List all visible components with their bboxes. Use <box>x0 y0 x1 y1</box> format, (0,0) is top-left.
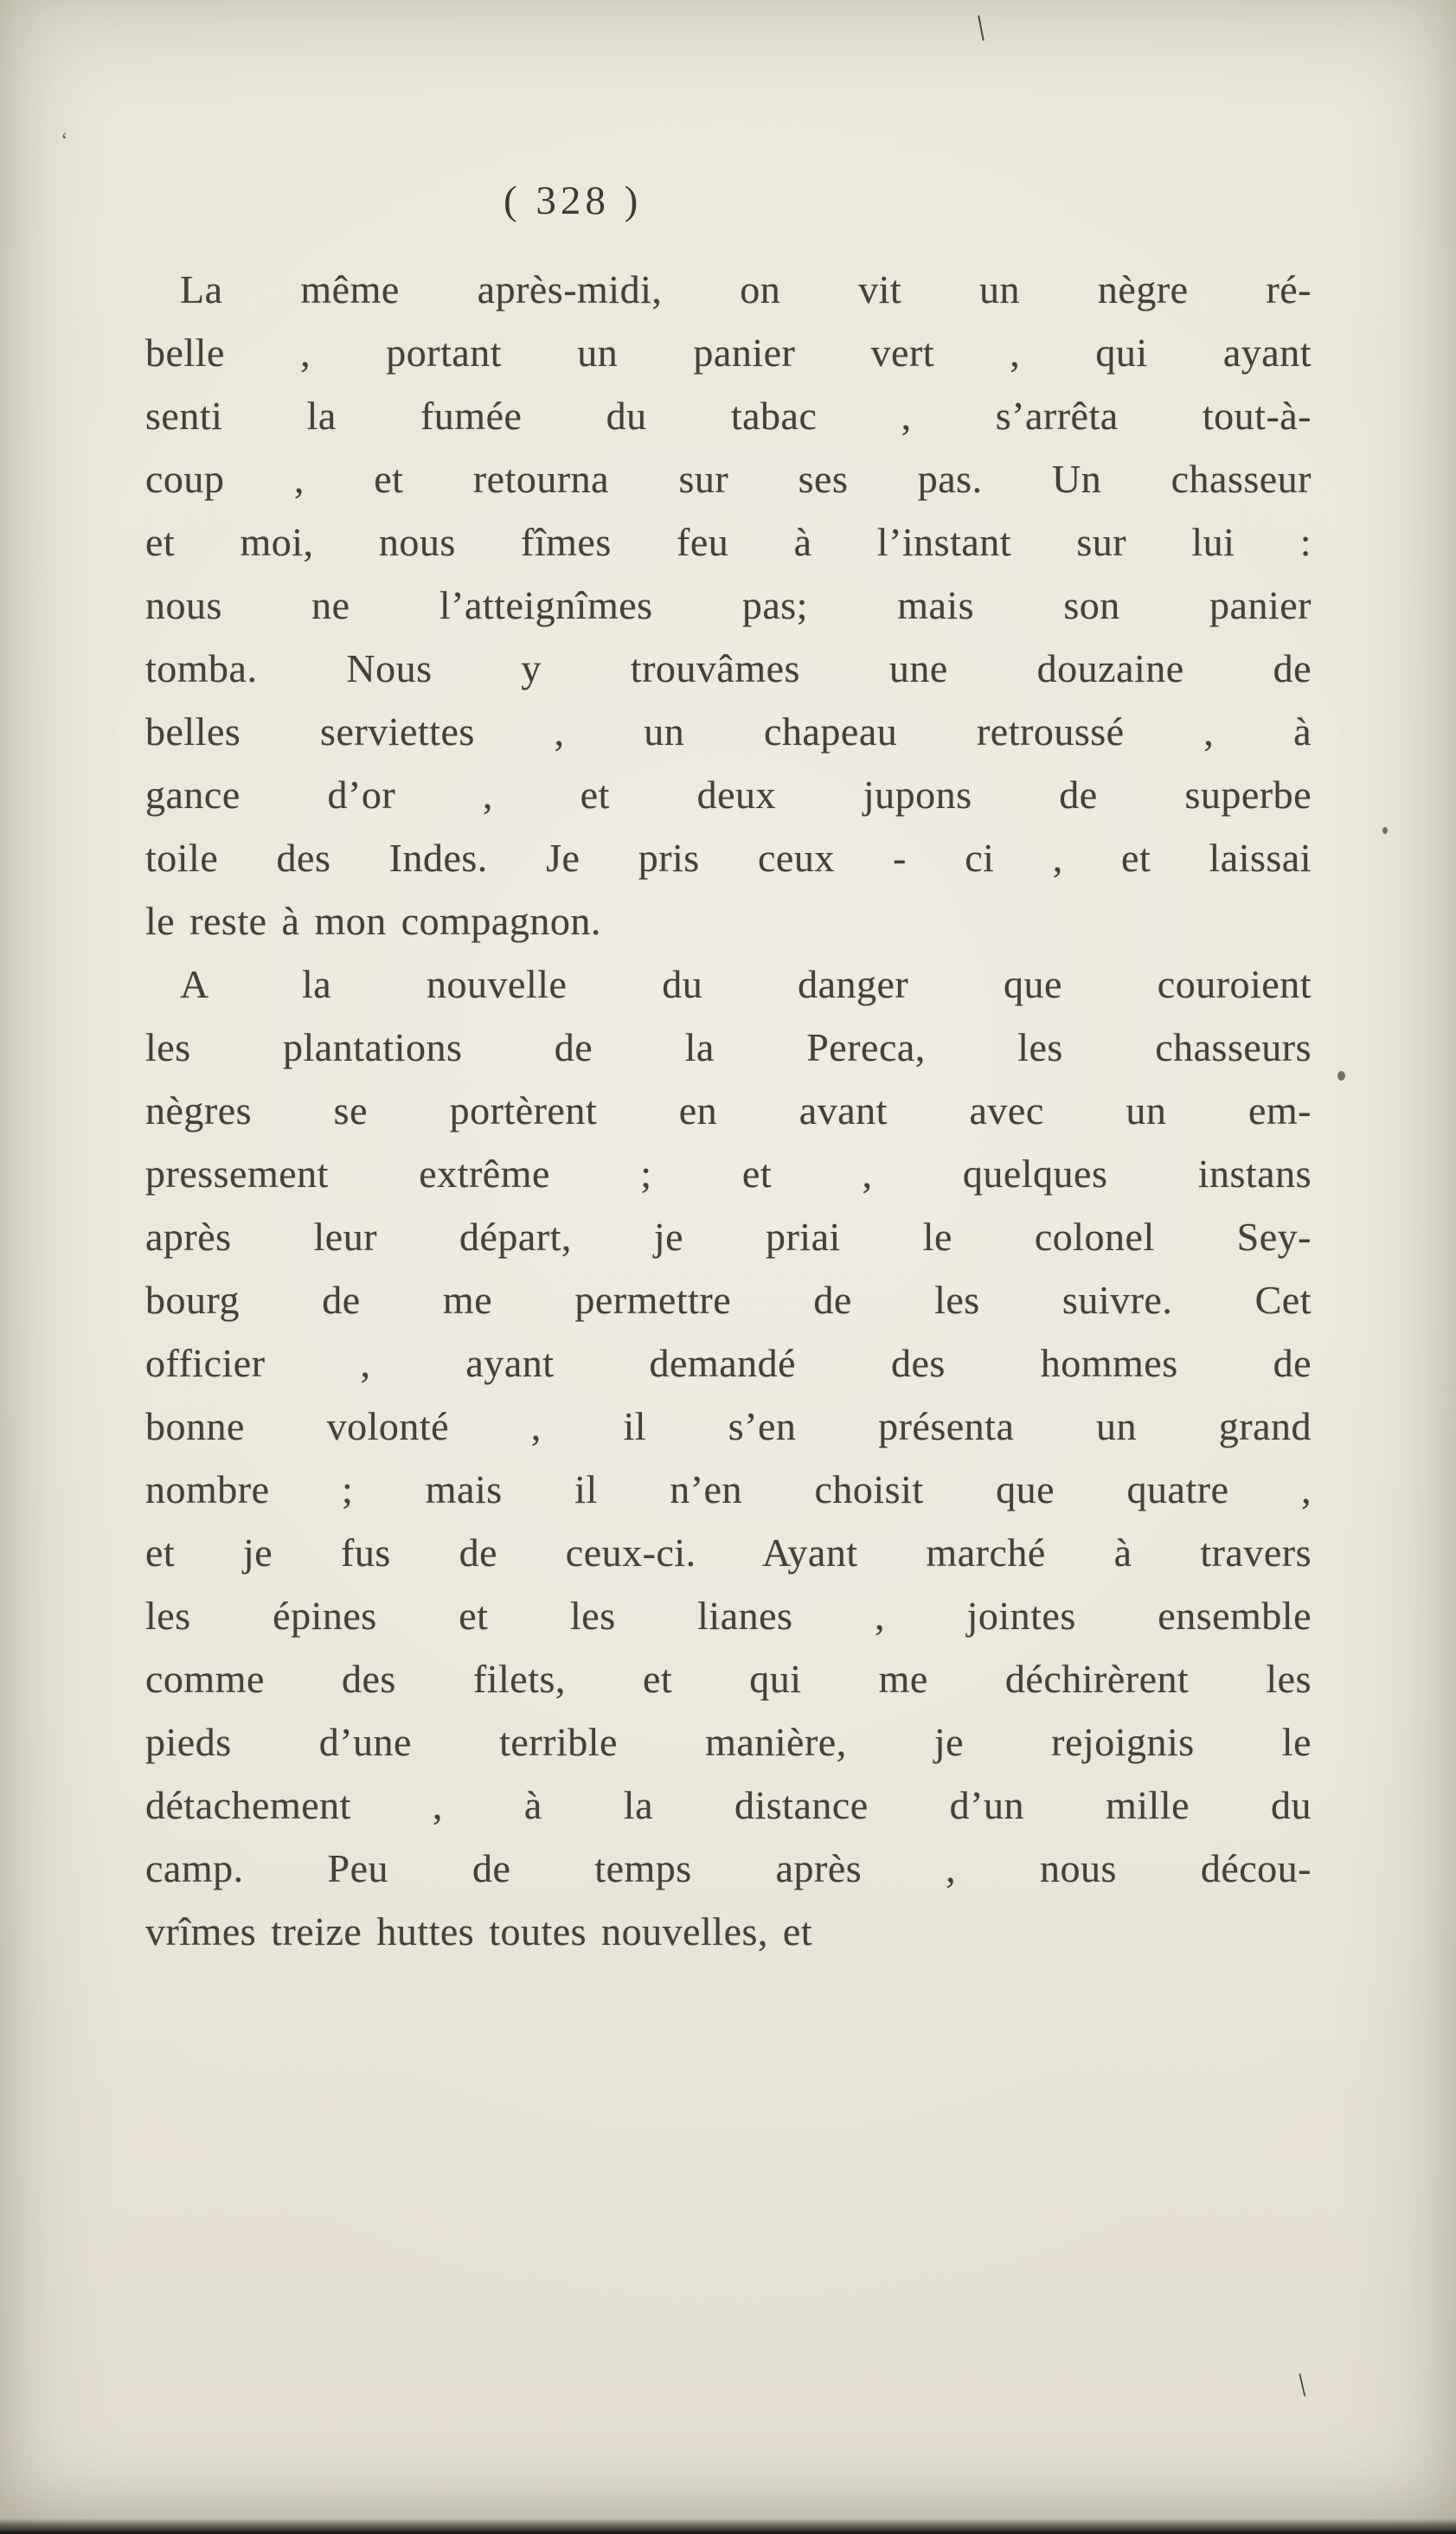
scan-mark: \ <box>972 8 989 49</box>
text-line: nègres se portèrent en avant avec un em- <box>145 1088 1312 1132</box>
text-block <box>145 258 1312 1963</box>
text-line: pieds d’une terrible manière, je rejoignis le <box>145 1720 1312 1764</box>
text-line: toile des Indes. Je pris ceux - ci , et laissai <box>145 836 1312 880</box>
scan-mark: \ <box>1295 2366 1309 2404</box>
page-number: ( 328 ) <box>504 178 643 223</box>
text-line: belles serviettes , un chapeau retroussé , à <box>145 709 1312 754</box>
text-line: La même après-midi, on vit un nègre ré- <box>180 267 1312 311</box>
text-line: les plantations de la Pereca, les chasseurs <box>145 1025 1312 1069</box>
text-line: belle , portant un panier vert , qui ayant <box>145 330 1312 375</box>
text-line: et je fus de ceux-ci. Ayant marché à travers <box>145 1530 1312 1575</box>
text-line: le reste à mon compagnon. <box>145 899 601 943</box>
text-line: nombre ; mais il n’en choisit que quatre , <box>145 1467 1312 1511</box>
paragraph <box>145 258 1312 953</box>
text-line: et moi, nous fîmes feu à l’instant sur lui : <box>145 520 1312 564</box>
text-line: pressement extrême ; et , quelques instans <box>145 1152 1312 1196</box>
text-line: après leur départ, je priai le colonel Sey- <box>145 1215 1312 1259</box>
text-line: les épines et les lianes , jointes ensemble <box>145 1594 1312 1638</box>
text-line: bourg de me permettre de les suivre. Cet <box>145 1278 1312 1322</box>
text-line: comme des filets, et qui me déchirèrent les <box>145 1657 1312 1701</box>
text-line: officier , ayant demandé des hommes de <box>145 1341 1312 1385</box>
text-line: coup , et retourna sur ses pas. Un chasseur <box>145 457 1312 501</box>
page-bottom-shadow <box>0 2518 1456 2534</box>
text-line: détachement , à la distance d’un mille du <box>145 1783 1312 1827</box>
text-line: nous ne l’atteignîmes pas; mais son panier <box>145 583 1312 627</box>
ink-speck <box>1337 1071 1345 1081</box>
text-line: vrîmes treize huttes toutes nouvelles, et <box>145 1909 813 1953</box>
scan-mark: ‘ <box>61 128 68 153</box>
ink-speck <box>1382 827 1388 834</box>
text-line: camp. Peu de temps après , nous décou- <box>145 1846 1312 1890</box>
paragraph <box>145 953 1312 1963</box>
text-line: bonne volonté , il s’en présenta un grand <box>145 1404 1312 1448</box>
text-line: gance d’or , et deux jupons de superbe <box>145 773 1312 817</box>
text-line: tomba. Nous y trouvâmes une douzaine de <box>145 646 1312 690</box>
text-line: senti la fumée du tabac , s’arrêta tout-à- <box>145 394 1312 438</box>
text-line: A la nouvelle du danger que couroient <box>180 962 1312 1006</box>
